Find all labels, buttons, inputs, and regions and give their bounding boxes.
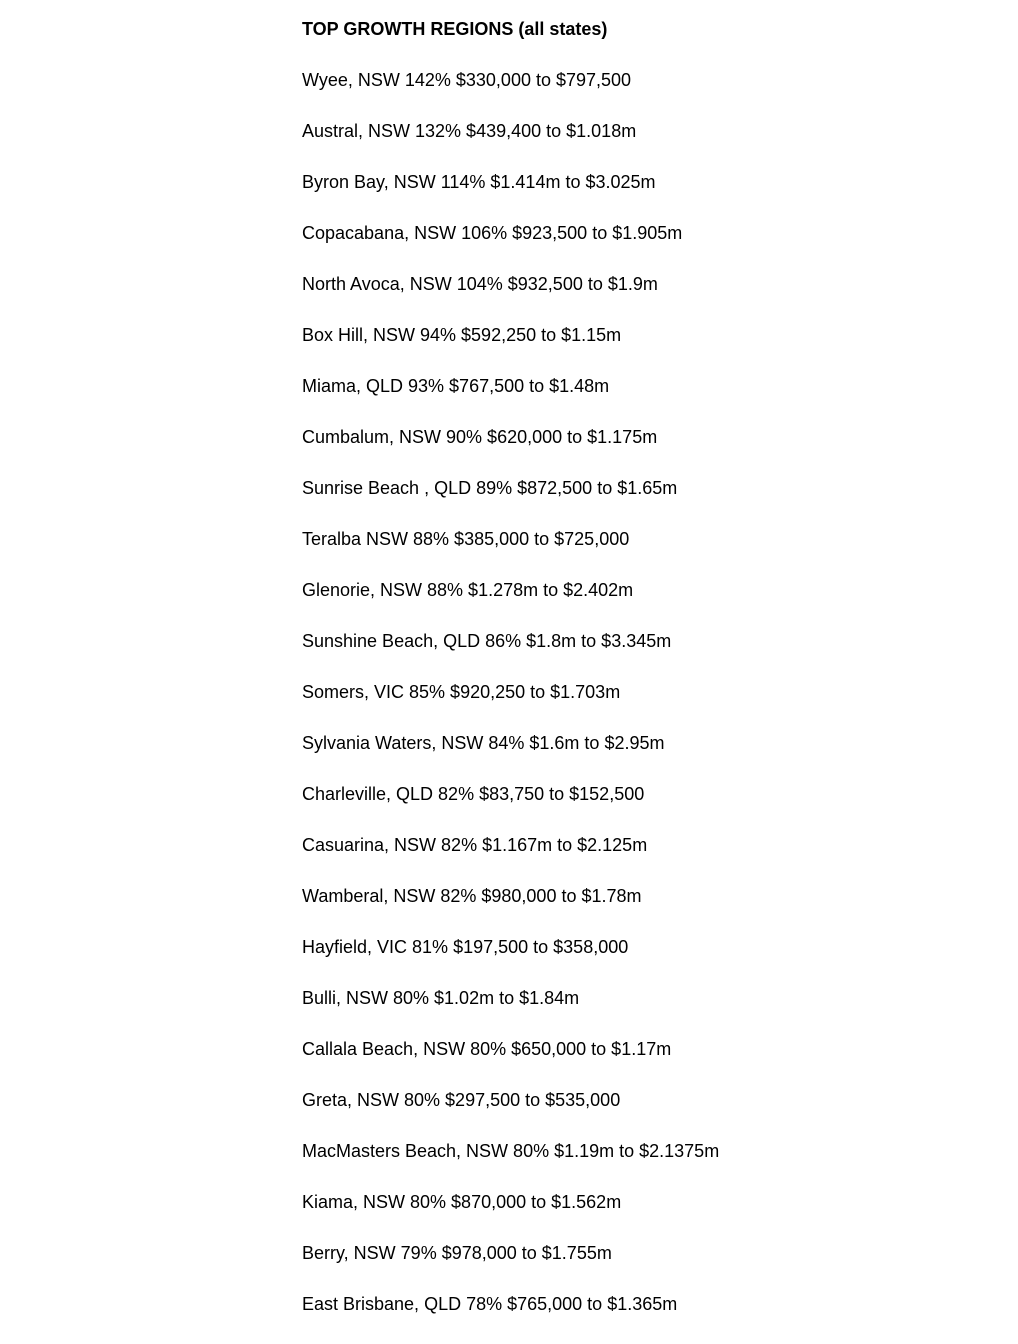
list-item: Hayfield, VIC 81% $197,500 to $358,000 [302, 937, 629, 957]
growth-regions-list [302, 69, 1002, 1315]
list-item: Sylvania Waters, NSW 84% $1.6m to $2.95m [302, 733, 665, 753]
list-item: Charleville, QLD 82% $83,750 to $152,500 [302, 784, 645, 804]
list-item: Copacabana, NSW 106% $923,500 to $1.905m [302, 223, 683, 243]
list-item: MacMasters Beach, NSW 80% $1.19m to $2.1375m [302, 1141, 720, 1161]
list-item: Bulli, NSW 80% $1.02m to $1.84m [302, 988, 580, 1008]
list-item: Casuarina, NSW 82% $1.167m to $2.125m [302, 835, 648, 855]
section-heading: TOP GROWTH REGIONS (all states) [302, 19, 608, 39]
list-item: Box Hill, NSW 94% $592,250 to $1.15m [302, 325, 622, 345]
list-item: Austral, NSW 132% $439,400 to $1.018m [302, 121, 637, 141]
list-item: Teralba NSW 88% $385,000 to $725,000 [302, 529, 630, 549]
list-item: Cumbalum, NSW 90% $620,000 to $1.175m [302, 427, 658, 447]
list-item: Wyee, NSW 142% $330,000 to $797,500 [302, 70, 632, 90]
article-body [302, 18, 1002, 1344]
list-item: Kiama, NSW 80% $870,000 to $1.562m [302, 1192, 622, 1212]
list-item: Callala Beach, NSW 80% $650,000 to $1.17m [302, 1039, 672, 1059]
list-item: Glenorie, NSW 88% $1.278m to $2.402m [302, 580, 634, 600]
list-item: Somers, VIC 85% $920,250 to $1.703m [302, 682, 621, 702]
list-item: Sunrise Beach , QLD 89% $872,500 to $1.65m [302, 478, 678, 498]
list-item: Byron Bay, NSW 114% $1.414m to $3.025m [302, 172, 656, 192]
list-item: North Avoca, NSW 104% $932,500 to $1.9m [302, 274, 658, 294]
list-item: Greta, NSW 80% $297,500 to $535,000 [302, 1090, 621, 1110]
list-item: Miama, QLD 93% $767,500 to $1.48m [302, 376, 610, 396]
list-item: East Brisbane, QLD 78% $765,000 to $1.365m [302, 1294, 678, 1314]
list-item: Wamberal, NSW 82% $980,000 to $1.78m [302, 886, 642, 906]
list-item: Sunshine Beach, QLD 86% $1.8m to $3.345m [302, 631, 672, 651]
list-item: Berry, NSW 79% $978,000 to $1.755m [302, 1243, 612, 1263]
